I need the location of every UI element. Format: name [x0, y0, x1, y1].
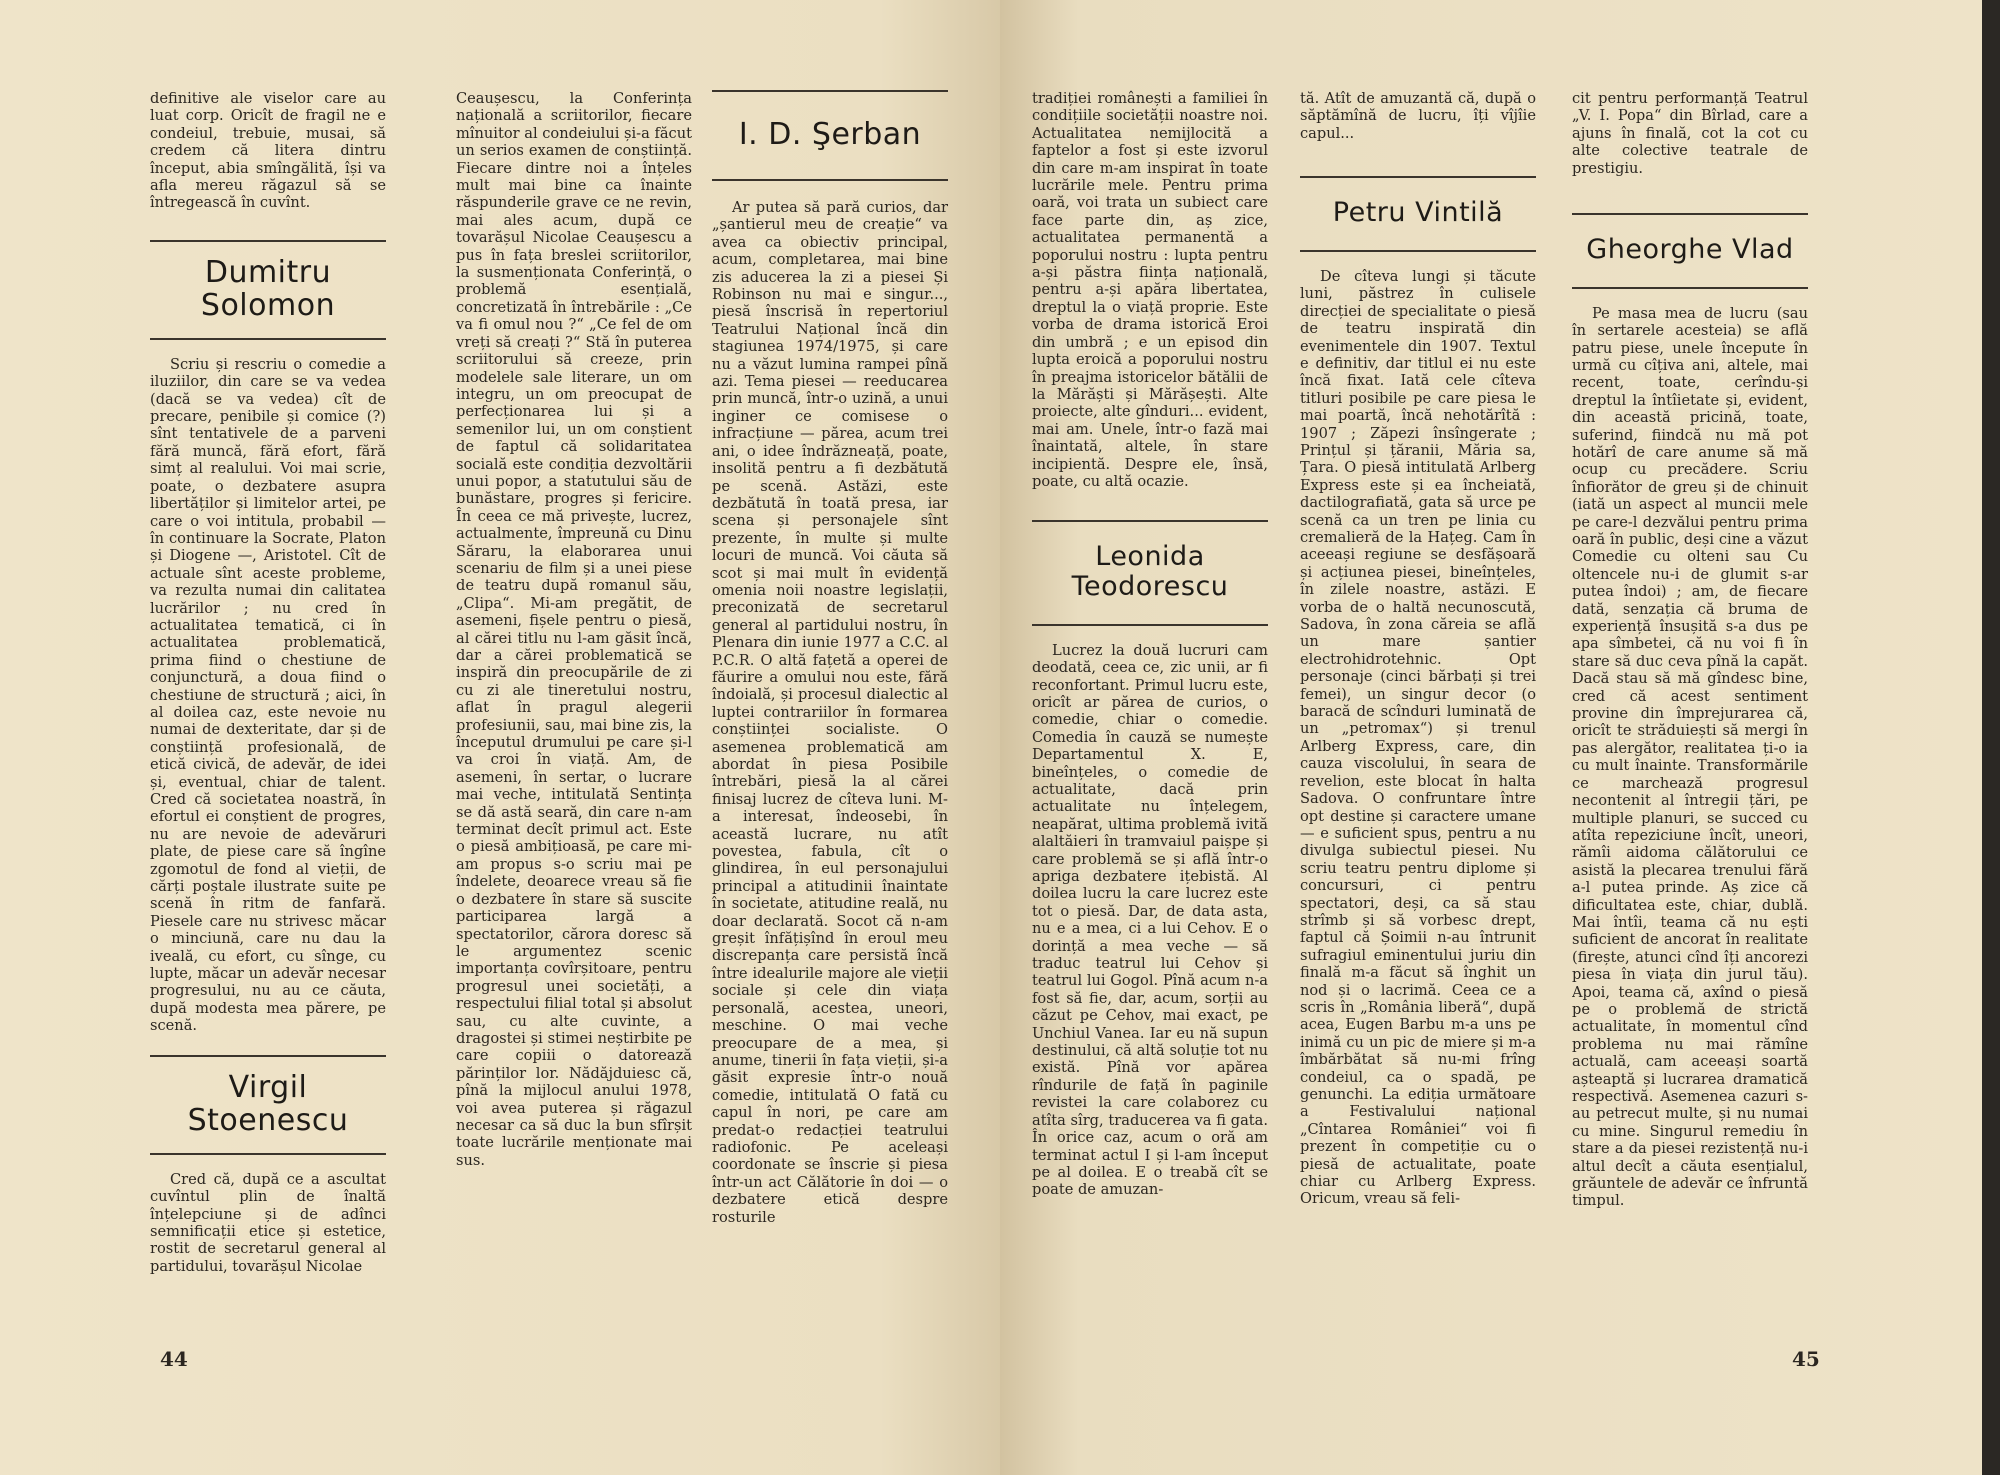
section-rule — [1572, 213, 1808, 215]
article-petru-vintila: De cîteva lungi și tăcute luni, păstrez în culisele direcției de specialitate o piesă de teatru inspirată din evenimentele din 1907. Textul e definitiv, dar titlul ei nu este încă fixat. Iată cele cîteva titluri posibile pe care piesa le mai poartă, încă nehotărîtă : 1907 ; Zăpezi însîngerate ; Prințul și țăranii, Măria sa, Țara. O piesă intitulată Arlberg Express este și ea încheiată, dactilografiată, gata să urce pe scenă ca un tren pe linia cu cremalieră de la Hațeg. Cam în aceeași regiune se desfășoară și acțiunea piesei, bineînțeles, în zilele noastre, astăzi. E vorba de o haltă necunoscută, Sadova, în zona căreia se află un mare șantier electrohidrotehnic. Opt personaje (cinci bărbați și trei femei), un singur decor (o baracă de scînduri luminată de un „petromax“) și trenul Arlberg Express, care, din cauza viscolului, în seara de revelion, este blocat în halta Sadova. O confruntare între opt destine și caractere umane — e suficient spus, pentru a nu divulga subiectul piesei. Nu scriu teatru pentru diplome și concursuri, ci pentru spectatori, deși, ca să stau strîmb și să vorbesc drept, faptul că Șoimii n-au întrunit sufragiul eminentului juriu din finală m-a făcut să înghit un nod și o lacrimă. Ceea ce a scris în „România liberă“, după acea, Eugen Barbu m-a uns pe inimă cu un pic de miere și m-a îmbărbătat să nu-mi frîng condeiul, ca o spadă, pe genunchi. La ediția următoare a Festivalului național „Cîntarea României“ voi fi prezent în competiție cu o piesă de actualitate, poate chiar cu Arlberg Express. Oricum, vreau să feli- — [1300, 267, 1536, 1208]
article-id-serban-continued: tradiției românești a familiei în condițiile societății noastre noi. Actualitatea nemijlocită a faptelor a fost și este izvorul din care m-am inspirat în toate lucrările mele. Pentru prima oară, voi trata un subiect care face parte din, aș zice, actualitatea permanentă a poporului nostru : lupta pentru a-și păstra ființa națională, pentru a-și apăra libertatea, dreptul la o viață proprie. Este vorba de drama istorică Eroi din umbră ; e un episod din lupta eroică a poporului nostru în preajma istoricelor bătălii de la Mărăști și Mărășești. Alte proiecte, alte gînduri... evident, mai am. Unele, într-o fază mai înaintată, altele, în stare incipientă. Despre ele, însă, poate, cu altă ocazie. — [1032, 90, 1268, 490]
book-binding-edge — [1982, 0, 2000, 1475]
section-rule — [1300, 176, 1536, 178]
author-heading-leonida-teodorescu: Leonida Teodorescu — [1071, 541, 1229, 603]
right-column-3 — [1572, 90, 1808, 1360]
article-virgil-stoenescu: Cred că, după ce a ascultat cuvîntul plin de înaltă înțelepciune și de adînci semnificații etice și estetice, rostit de secretarul general al partidului, tovarășul Nicolae — [150, 1170, 386, 1275]
section-rule — [150, 240, 386, 242]
article-dumitru-solomon: Scriu și rescriu o comedie a iluziilor, din care se va vedea (dacă se va vedea) cît de precare, penibile și comice (?) sînt tentativele de a parveni fără muncă, fără efort, fără simț al realului. Voi mai scrie, poate, o dezbatere asupra libertăților și limitelor artei, pe care o voi intitula, probabil — în continuare la Socrate, Platon și Diogene —, Aristotel. Cît de actuale sînt aceste probleme, va rezulta numai din calitatea lucrărilor ; nu cred în actualitatea tematică, ci în actualitatea problematică, prima fiind o chestiune de conjunctură, a doua fiind o chestiune de structură ; aici, în al doilea caz, este nevoie nu numai de dexteritate, dar și de conștiință profesională, de etică civică, de adevăr, de idei și, eventual, chiar de talent. Cred că societatea noastră, în efortul ei conștient de progres, nu are nevoie de adevăruri plate, de piese care să îngîne zgomotul de fond al vieții, de cărți poștale ilustrate suite pe scenă în ritm de fanfară. Piesele care nu strivesc măcar o minciună, care nu dau la iveală, cu efort, cu sînge, cu lupte, măcar un adevăr necesar progresului, nu au ce căuta, după modesta mea părere, pe scenă. — [150, 355, 386, 1035]
article-virgil-stoenescu-continued: Ceaușescu, la Conferința națională a scriitorilor, fiecare mînuitor al condeiului și-a făcut un serios examen de conștiință. Fiecare dintre noi a înțeles mult mai bine ca înainte răspunderile grave ce ne revin, mai ales acum, după ce tovarășul Nicolae Ceaușescu a pus în fața breslei scriitorilor, la susmenționata Conferință, o problemă esențială, concretizată în întrebările : „Ce va fi omul nou ?“ „Ce fel de om vreți să creați ?“ Stă în puterea scriitorului să creeze, prin modelele sale literare, un om integru, un om preocupat de perfecționarea lui și a semenilor lui, un om conștient de faptul că solidaritatea socială este condiția dezvoltării unui popor, a statutului său de bunăstare, progres și fericire. În ceea ce mă privește, lucrez, actualmente, împreună cu Dinu Săraru, la elaborarea unui scenariu de film și a unei piese de teatru după romanul său, „Clipa“. Mi-am pregătit, de asemeni, fișele pentru o piesă, al cărei titlu nu l-am găsit încă, dar a cărei problematică se inspiră din preocupările de zi cu zi ale tineretului nostru, aflat în pragul alegerii profesiunii, sau, mai bine zis, la începutul drumului pe care și-l va croi în viață. Am, de asemeni, în sertar, o lucrare mai veche, intitulată Sentința se dă astă seară, din care n-am terminat decît primul act. Este o piesă ambițioasă, pe care mi-am propus s-o scriu mai pe îndelete, deoarece vreau să fie o dezbatere în stare să suscite participarea largă a spectatorilor, cărora doresc să le argumentez scenic importanța covîrșitoare, pentru progresul unei societăți, a respectului filial total și absolut sau, cu alte cuvinte, a dragostei și stimei neștirbite pe care copiii o datorează părinților lor. Nădăjduiesc că, pînă la mijlocul anului 1978, voi avea puterea și răgazul necesar ca să duc la bun sfîrșit toate lucrările menționate mai sus. — [456, 90, 692, 1169]
author-heading-id-serban: I. D. Şerban — [738, 117, 922, 152]
left-column-1 — [150, 90, 386, 1360]
page-number-right: 45 — [1792, 1347, 1820, 1371]
author-heading-virgil-stoenescu: Virgil Stoenescu — [187, 1069, 349, 1138]
article-gheorghe-vlad: Pe masa mea de lucru (sau în sertarele acesteia) se află patru piese, unele începute în urmă cu cîțiva ani, altele, mai recent, toate, cerîndu-și dreptul la întîietate și, evident, din această pricină, toate, suferind, fiindcă nu mă pot hotărî de care anume să mă ocup cu precădere. Scriu înfiorător de greu și de chinuit (iată un aspect al muncii mele pe care-l dezvălui pentru prima oară în public, deși cine a văzut Comedie cu olteni sau Cu oltencele nu-i de glumit s-ar putea îndoi) ; am, de fiecare dată, senzația că bruma de experiență însușită s-a dus pe apa sîmbetei, că nu voi fi în stare să duc ceva pînă la capăt. Dacă stau să mă gîndesc bine, cred că acest sentiment provine din împrejurarea că, oricît te străduiești să mergi în pas alergător, realitatea ți-o ia cu mult înainte. Transformările ce marchează progresul necontenit al întregii țări, pe multiple planuri, se succed cu atîta repeziciune încît, uneori, rămîi aidoma călătorului ce asistă la plecarea trenului fără a-l putea prinde. Aș zice că dificultatea este, chiar, dublă. Mai întîi, teama că nu ești suficient de ancorat în realitate (firește, atunci cînd îți ancorezi piesa în viața din jurul tău). Apoi, teama că, axînd o piesă pe o problemă de strictă actualitate, în momentul cînd problema nu mai rămîne actuală, cam aceeași soartă așteaptă și lucrarea dramatică respectivă. Asemenea cazuri s-au petrecut multe, și nu numai cu mine. Singurul remediu în stare a da piesei rezistență nu-i altul decît a căuta esențialul, grăuntele de adevăr ce înfruntă timpul. — [1572, 304, 1808, 1210]
section-rule — [712, 90, 948, 92]
left-column-3 — [712, 90, 948, 1360]
article-leonida-teodorescu-continued: tă. Atît de amuzantă că, după o săptămînă de lucru, îți vîjîie capul... — [1300, 90, 1536, 142]
left-column-2 — [456, 90, 692, 1360]
article-leonida-teodorescu: Lucrez la două lucruri cam deodată, ceea ce, zic unii, ar fi reconfortant. Primul lucru este, oricît ar părea de curios, o comedie, chiar o comedie. Comedia în cauză se numește Departamentul X. E, bineînțeles, o comedie de actualitate, dacă prin actualitate nu înțelegem, neapărat, ultima problemă ivită alaltăieri în tramvaiul paișpe și care problemă se și află într-o apriga dezbatere ițebistă. Al doilea lucru la care lucrez este tot o piesă. Dar, de data asta, nu e a mea, ci a lui Cehov. E o dorință a mea veche — să traduc teatrul lui Cehov și teatrul lui Gogol. Pînă acum n-a fost să fie, dar, acum, sorții au căzut pe Cehov, mai exact, pe Unchiul Vanea. Iar eu nă supun destinului, că altă soluție tot nu există. Pînă vor apărea rîndurile de față în paginile revistei la care colaborez cu atîta sîrg, traducerea va fi gata. În orice caz, acum o oră am terminat actul I și l-am început pe al doilea. E o treabă cît se poate de amuzan- — [1032, 641, 1268, 1199]
section-rule — [1032, 520, 1268, 522]
page-number-left: 44 — [160, 1347, 188, 1371]
author-heading-dumitru-solomon: Dumitru Solomon — [200, 254, 336, 323]
left-col1-continuation: definitive ale viselor care au luat corp. Oricît de fragil ne e condeiul, trebuie, musai, să credem că litera dintru început, abia smîngălită, își va afla mereu răgazul să se întregească în cuvînt. — [150, 90, 386, 212]
right-column-1 — [1032, 90, 1268, 1360]
article-petru-vintila-continued: cit pentru performanță Teatrul „V. I. Popa“ din Bîrlad, care a ajuns în finală, cot la cot cu alte colective teatrale de prestigiu. — [1572, 90, 1808, 177]
author-heading-petru-vintila: Petru Vintilă — [1332, 197, 1504, 229]
section-rule — [150, 1055, 386, 1057]
author-heading-gheorghe-vlad: Gheorghe Vlad — [1586, 234, 1794, 266]
article-id-serban: Ar putea să pară curios, dar „șantierul meu de creație“ va avea ca obiectiv principal, acum, completarea, mai bine zis aducerea la zi a piesei Și Robinson nu mai e singur..., piesă înscrisă în repertoriul Teatrului Național încă din stagiunea 1974/1975, și care nu a văzut lumina rampei pînă azi. Tema piesei — reeducarea prin muncă, într-o uzină, a unui inginer ce comisese o infracțiune — părea, acum trei ani, o idee îndrăzneață, poate, insolită pentru a fi dezbătută pe scenă. Astăzi, este dezbătută în toată presa, iar scena și personajele sînt prezente, în multe și multe locuri de muncă. Voi căuta să scot și mai mult în evidență omenia noii noastre legislații, preconizată de secretarul general al partidului nostru, în Plenara din iunie 1977 a C.C. al P.C.R. O altă fațetă a operei de făurire a omului nou este, fără îndoială, și procesul dialectic al luptei contrariilor în formarea conștiinței socialiste. O asemenea problematică am abordat în piesa Posibile întrebări, piesă la al cărei finisaj lucrez de cîteva luni. M-a interesat, îndeosebi, în această lucrare, nu atît povestea, fabula, cît o glindirea, în eul personajului principal a atitudinii înaintate în societate, atitudine reală, nu doar declarată. Socot că n-am greșit înfățișînd în eroul meu discrepanța care persistă încă între idealurile majore ale vieții sociale și cele din viața personală, acestea, uneori, meschine. O mai veche preocupare de a mea, și anume, tinerii în fața vieții, și-a găsit expresie într-o nouă comedie, intitulată O fată cu capul în nori, pe care am predat-o redacției teatrului radiofonic. Pe aceleași coordonate se înscrie și piesa într-un act Călătorie în doi — o dezbatere etică despre rosturile — [712, 199, 948, 1226]
right-column-2 — [1300, 90, 1536, 1360]
right-page — [1000, 0, 1982, 1475]
